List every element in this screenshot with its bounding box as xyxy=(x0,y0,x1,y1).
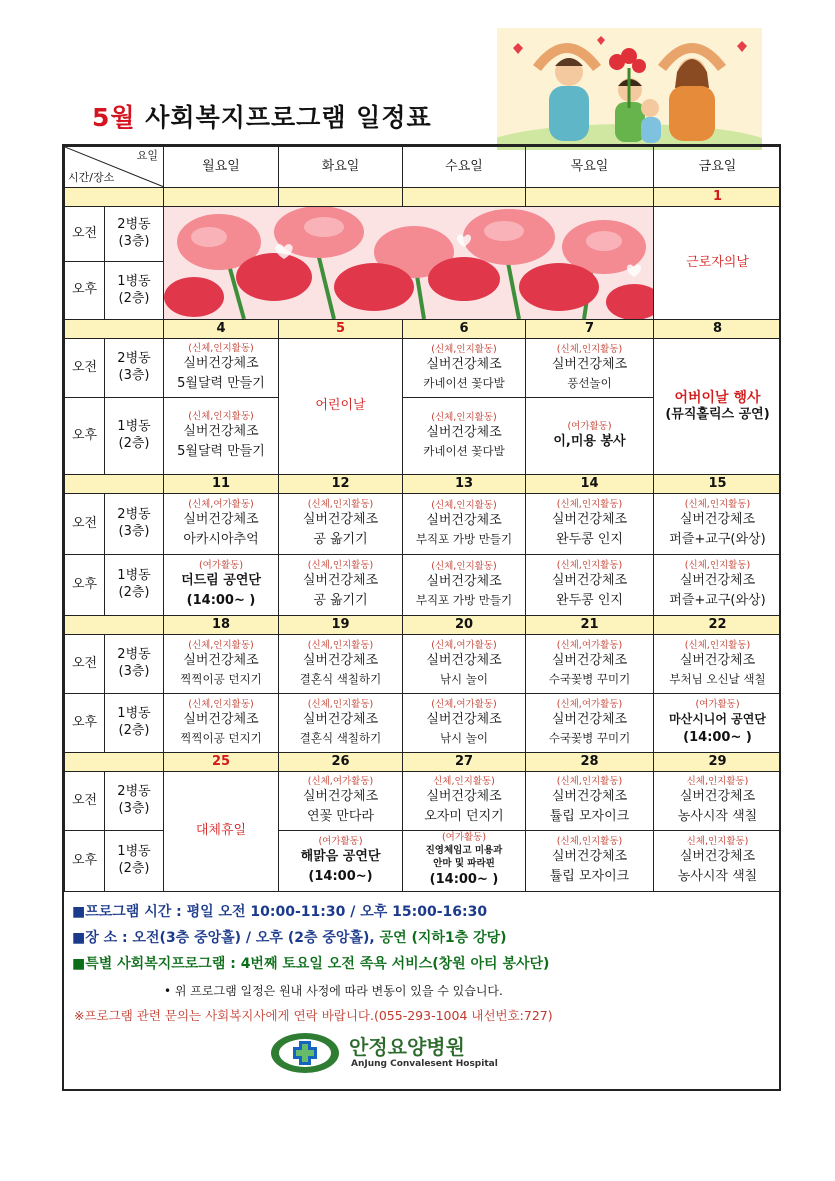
info-bullet-note: • 위 프로그램 일정은 원내 사정에 따라 변동이 있을 수 있습니다. xyxy=(164,984,503,998)
date-cell: 27 xyxy=(403,753,526,772)
header-row xyxy=(65,147,782,188)
slot-row-am xyxy=(65,772,782,831)
program-cell: 신체,인지활동) 실버건강체조 농사시작 색칠 xyxy=(654,772,782,831)
ward-am: 2병동 (3층) xyxy=(105,207,164,262)
date-cell: 4 xyxy=(164,320,279,339)
ward-pm: 1병동 (2층) xyxy=(105,831,164,892)
program-cell: (신체,인지활동) 실버건강체조 부직포 가방 만들기 xyxy=(403,494,526,555)
program-cell: (여가활동) 해맑음 공연단 (14:00~) xyxy=(279,831,403,892)
slot-row-am xyxy=(65,635,782,694)
family-illustration xyxy=(497,28,762,150)
slot-row-am xyxy=(65,207,782,262)
program-cell: 신체,인지활동) 실버건강체조 오자미 던지기 xyxy=(403,772,526,831)
header-day-tue: 화요일 xyxy=(279,147,403,188)
workers-day-label: 근로자의날 xyxy=(654,207,782,320)
program-cell: (신체,인지활동) 실버건강체조 완두콩 인지 xyxy=(526,494,654,555)
date-cell: 19 xyxy=(279,616,403,635)
program-cell: (여가활동) 마산시니어 공연단 (14:00~ ) xyxy=(654,694,782,753)
date-cell: 20 xyxy=(403,616,526,635)
header-day-wed: 수요일 xyxy=(403,147,526,188)
info-place: ■장 소 : 오전(3층 중앙홀) / 오후 (2층 중앙홀), 공연 (지하1층 강당) xyxy=(72,930,507,946)
parents-day-cell: 어버이날 행사 (뮤직홀릭스 공연) xyxy=(654,339,782,475)
schedule-table xyxy=(64,146,781,892)
program-cell: (신체,인지활동) 실버건강체조 찍찍이공 던지기 xyxy=(164,635,279,694)
slot-pm: 오후 xyxy=(65,555,105,616)
hospital-name-english: AnJung Convalesent Hospital xyxy=(351,1059,498,1069)
ward-pm: 1병동 (2층) xyxy=(105,694,164,753)
program-cell: (신체,인지활동) 실버건강체조 튤립 모자이크 xyxy=(526,831,654,892)
date-cell: 7 xyxy=(526,320,654,339)
program-cell: (신체,인지활동) 실버건강체조 결혼식 색칠하기 xyxy=(279,694,403,753)
slot-pm: 오후 xyxy=(65,694,105,753)
ward-am: 2병동 (3층) xyxy=(105,635,164,694)
slot-am: 오전 xyxy=(65,207,105,262)
substitute-holiday-label: 대체휴일 xyxy=(164,772,279,892)
date-cell xyxy=(164,188,279,207)
date-cell: 14 xyxy=(526,475,654,494)
program-cell: (신체,인지활동) 실버건강체조 완두콩 인지 xyxy=(526,555,654,616)
date-cell: 18 xyxy=(164,616,279,635)
slot-pm: 오후 xyxy=(65,262,105,320)
title-month: 5월 xyxy=(92,103,136,132)
program-cell: (신체,인지활동) 실버건강체조 5월달력 만들기 xyxy=(164,398,279,475)
slot-pm: 오후 xyxy=(65,398,105,475)
date-spacer xyxy=(65,320,164,339)
carnation-illustration xyxy=(164,207,654,319)
date-row-week1 xyxy=(65,188,782,207)
date-spacer xyxy=(65,475,164,494)
slot-row-am xyxy=(65,339,782,398)
program-cell: (여가활동) 더드림 공연단 (14:00~ ) xyxy=(164,555,279,616)
program-cell: (신체,인지활동) 실버건강체조 부처님 오신날 색칠 xyxy=(654,635,782,694)
header-day-thu: 목요일 xyxy=(526,147,654,188)
program-cell: (신체,인지활동) 실버건강체조 공 옮기기 xyxy=(279,555,403,616)
program-cell: (신체,인지활동) 실버건강체조 부직포 가방 만들기 xyxy=(403,555,526,616)
date-cell: 1 xyxy=(654,188,782,207)
corner-time-label: 시간/장소 xyxy=(68,170,115,184)
date-cell: 25 xyxy=(164,753,279,772)
date-spacer xyxy=(65,616,164,635)
header-day-fri: 금요일 xyxy=(654,147,782,188)
program-cell: (신체,여가활동) 실버건강체조 낚시 놀이 xyxy=(403,694,526,753)
slot-am: 오전 xyxy=(65,494,105,555)
date-cell: 22 xyxy=(654,616,782,635)
date-cell: 5 xyxy=(279,320,403,339)
program-cell: (신체,여가활동) 실버건강체조 낚시 놀이 xyxy=(403,635,526,694)
program-cell: 신체,인지활동) 실버건강체조 농사시작 색칠 xyxy=(654,831,782,892)
ward-am: 2병동 (3층) xyxy=(105,772,164,831)
program-cell: (신체,여가활동) 실버건강체조 수국꽃병 꾸미기 xyxy=(526,635,654,694)
date-row-week3 xyxy=(65,475,782,494)
slot-am: 오전 xyxy=(65,772,105,831)
program-cell: (신체,인지활동) 실버건강체조 풍선놀이 xyxy=(526,339,654,398)
program-cell: (신체,여가활동) 실버건강체조 연꽃 만다라 xyxy=(279,772,403,831)
program-cell: (여가활동) 진영체임고 미용과 안마 및 파라핀 (14:00~ ) xyxy=(403,831,526,892)
date-row-week2 xyxy=(65,320,782,339)
ward-pm: 1병동 (2층) xyxy=(105,555,164,616)
program-cell: (신체,인지활동) 실버건강체조 결혼식 색칠하기 xyxy=(279,635,403,694)
program-cell: (신체,여가활동) 실버건강체조 아카시아추억 xyxy=(164,494,279,555)
date-cell: 21 xyxy=(526,616,654,635)
info-contact-note: ※프로그램 관련 문의는 사회복지사에게 연락 바랍니다.(055-293-1004 내선번호:727) xyxy=(74,1008,553,1023)
header-day-mon: 월요일 xyxy=(164,147,279,188)
header-corner xyxy=(65,147,164,188)
date-cell xyxy=(526,188,654,207)
date-cell: 6 xyxy=(403,320,526,339)
hospital-emblem-icon xyxy=(269,1031,341,1075)
program-cell: (신체,인지활동) 실버건강체조 튤립 모자이크 xyxy=(526,772,654,831)
date-row-week4 xyxy=(65,616,782,635)
page-title xyxy=(92,98,432,134)
date-cell: 8 xyxy=(654,320,782,339)
program-cell: (신체,인지활동) 실버건강체조 공 옮기기 xyxy=(279,494,403,555)
program-cell: (신체,인지활동) 실버건강체조 5월달력 만들기 xyxy=(164,339,279,398)
date-spacer xyxy=(65,753,164,772)
info-program-time: ■프로그램 시간 : 평일 오전 10:00-11:30 / 오후 15:00-16:30 xyxy=(72,904,488,920)
date-cell: 28 xyxy=(526,753,654,772)
ward-pm: 1병동 (2층) xyxy=(105,262,164,320)
program-cell: (신체,인지활동) 실버건강체조 퍼즐+교구(와상) xyxy=(654,494,782,555)
slot-am: 오전 xyxy=(65,635,105,694)
date-cell xyxy=(279,188,403,207)
program-cell: (신체,인지활동) 실버건강체조 카네이션 꽃다발 xyxy=(403,339,526,398)
info-special-program: ■특별 사회복지프로그램 : 4번째 토요일 오전 족욕 서비스(창원 아티 봉사단) xyxy=(72,956,550,972)
date-cell: 11 xyxy=(164,475,279,494)
date-cell xyxy=(403,188,526,207)
program-cell: (신체,인지활동) 실버건강체조 퍼즐+교구(와상) xyxy=(654,555,782,616)
program-cell: (신체,여가활동) 실버건강체조 수국꽃병 꾸미기 xyxy=(526,694,654,753)
date-cell: 13 xyxy=(403,475,526,494)
info-place-show: 공연 (지하1층 강당) xyxy=(379,930,507,946)
slot-row-pm xyxy=(65,694,782,753)
ward-am: 2병동 (3층) xyxy=(105,494,164,555)
date-row-week5 xyxy=(65,753,782,772)
title-text: 사회복지프로그램 일정표 xyxy=(145,103,432,132)
slot-pm: 오후 xyxy=(65,831,105,892)
date-cell: 26 xyxy=(279,753,403,772)
ward-am: 2병동 (3층) xyxy=(105,339,164,398)
carnation-image xyxy=(164,207,654,320)
slot-row-am xyxy=(65,494,782,555)
childrens-day-label: 어린이날 xyxy=(279,339,403,475)
program-cell: (신체,인지활동) 실버건강체조 찍찍이공 던지기 xyxy=(164,694,279,753)
slot-row-pm xyxy=(65,555,782,616)
schedule-frame xyxy=(62,144,781,1091)
program-cell: (신체,인지활동) 실버건강체조 카네이션 꽃다발 xyxy=(403,398,526,475)
date-spacer xyxy=(65,188,164,207)
date-cell: 12 xyxy=(279,475,403,494)
program-cell: (여가활동) 이,미용 봉사 xyxy=(526,398,654,475)
hospital-name: 안정요양병원 xyxy=(349,1035,465,1059)
hospital-logo xyxy=(269,1031,498,1077)
corner-day-label: 요일 xyxy=(136,149,158,162)
slot-am: 오전 xyxy=(65,339,105,398)
date-cell: 15 xyxy=(654,475,782,494)
ward-pm: 1병동 (2층) xyxy=(105,398,164,475)
date-cell: 29 xyxy=(654,753,782,772)
